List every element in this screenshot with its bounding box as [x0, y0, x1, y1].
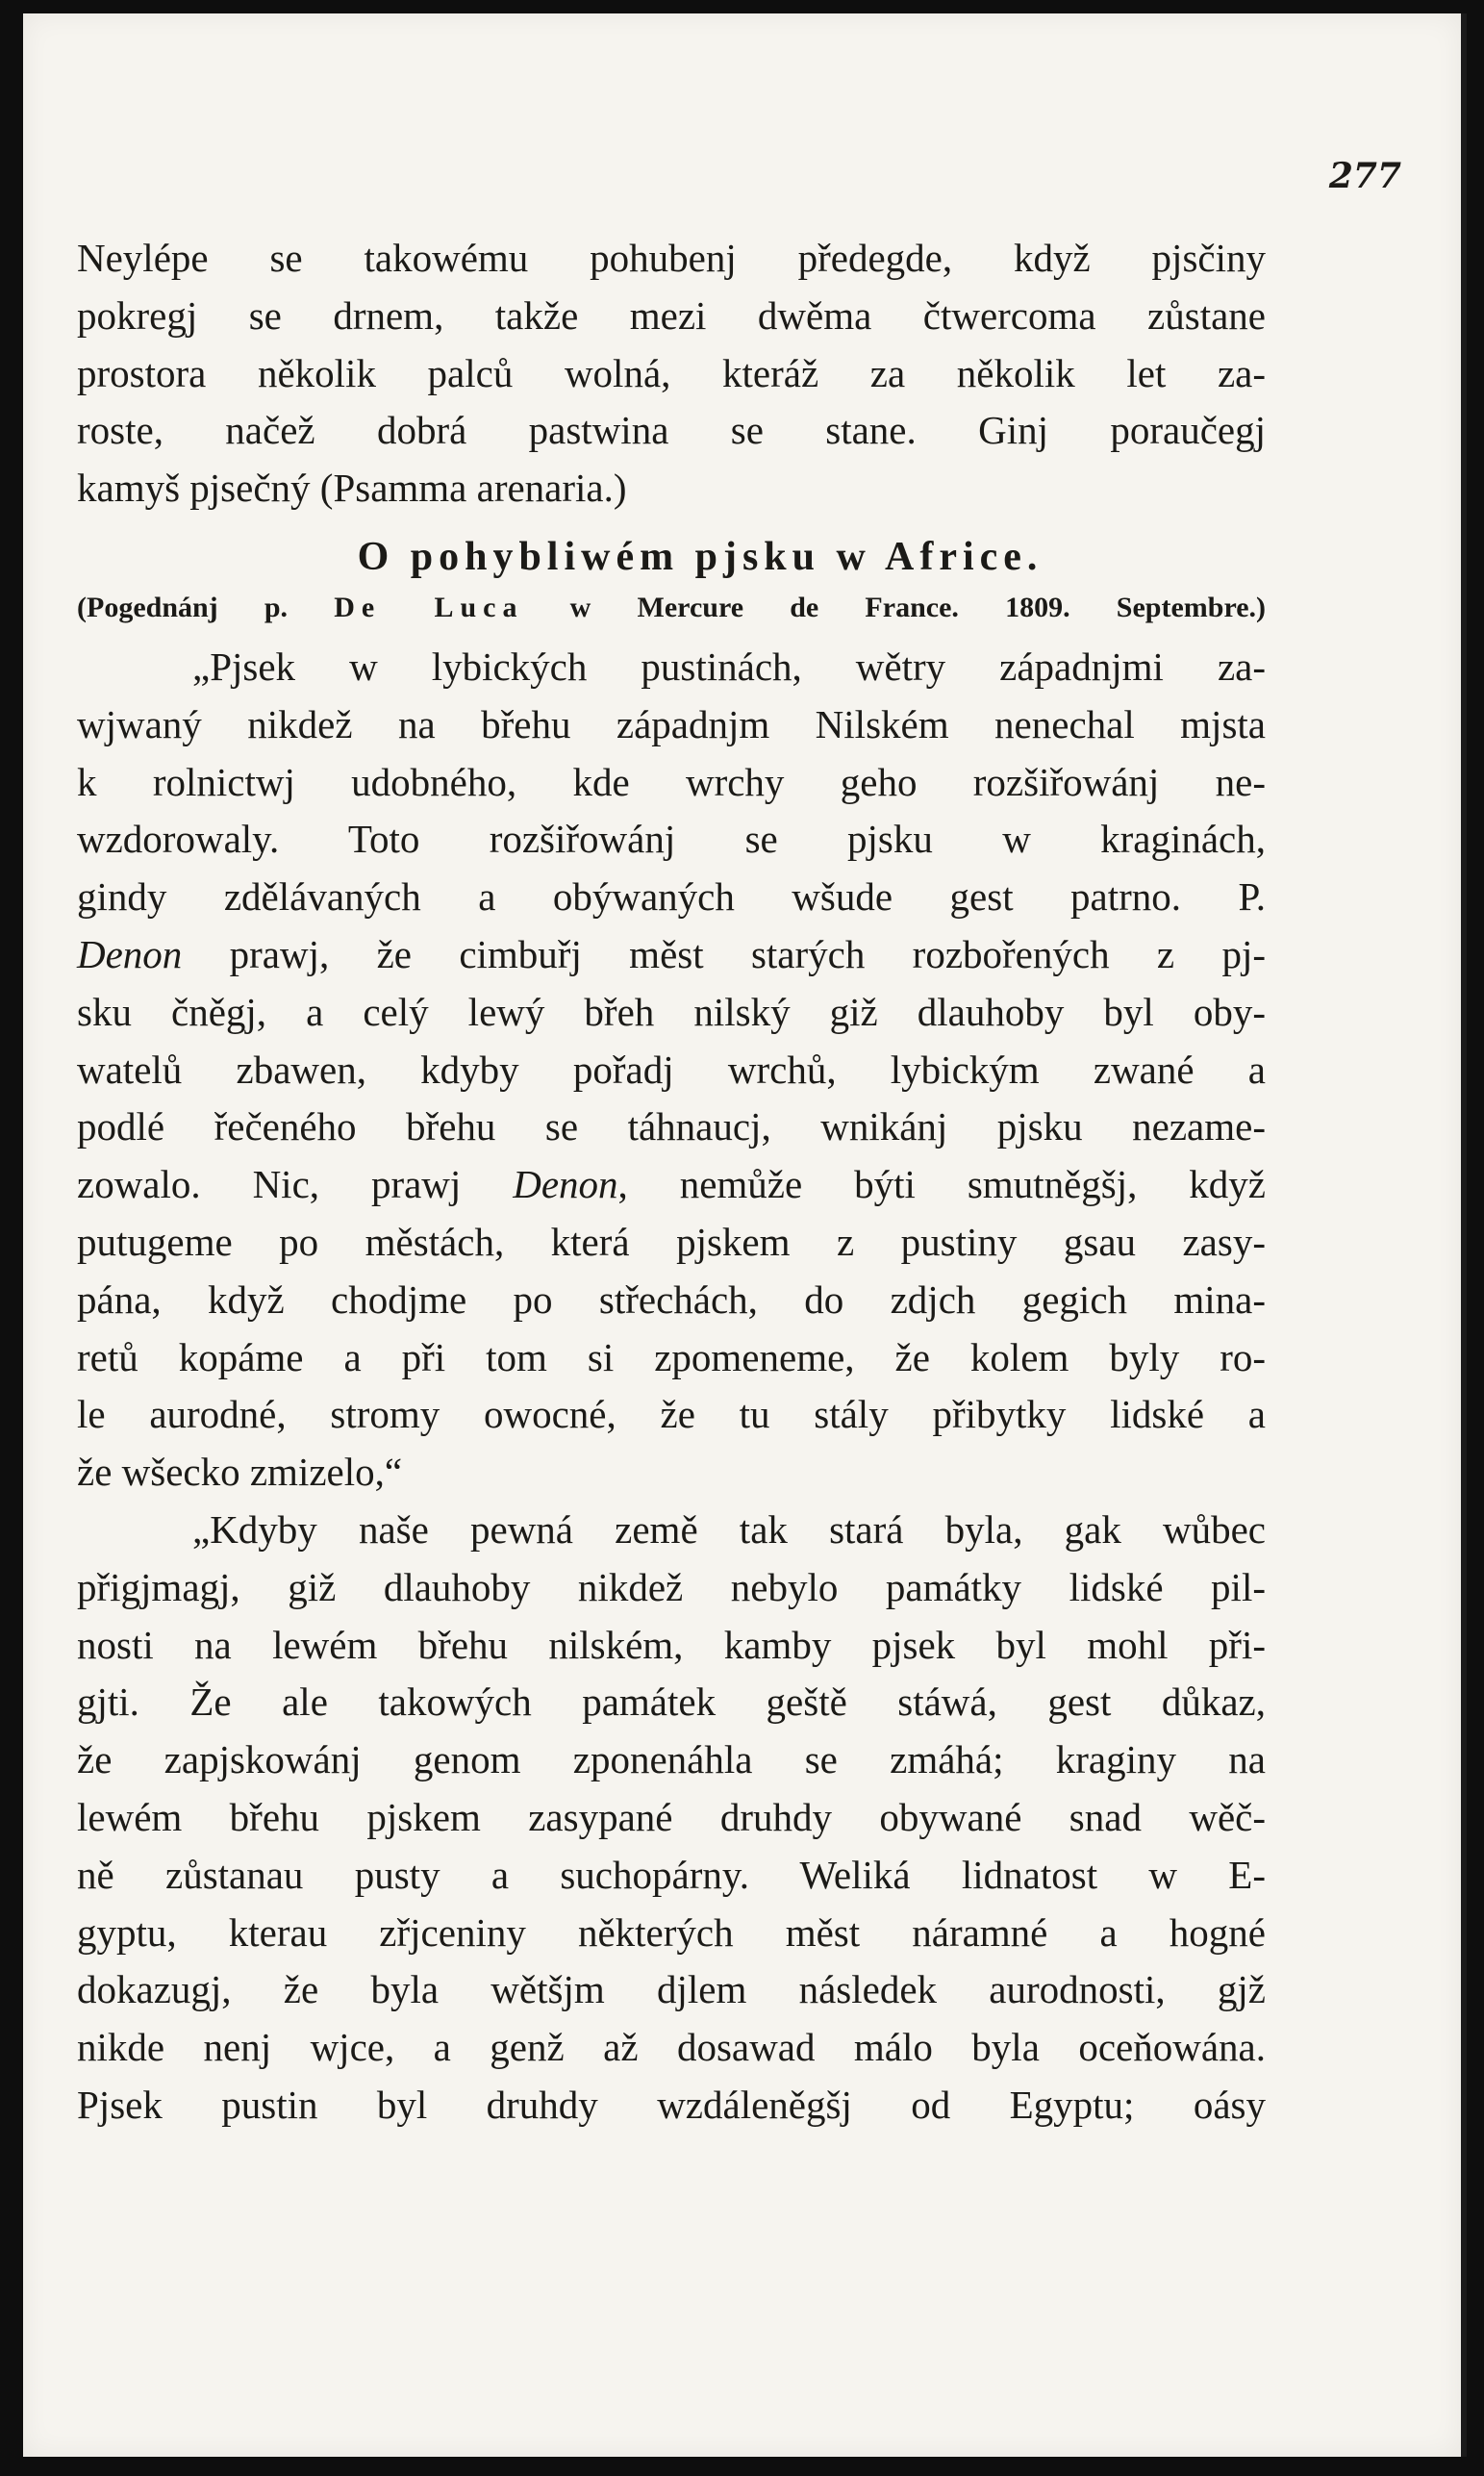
text-line [77, 926, 1266, 984]
text-line: nikde nenj wjce, a genž až dosawad málo byla oceňowána. [77, 2025, 1266, 2070]
text-line: dokazugj, že byla wětšjm djlem následek aurodnosti, gjž [77, 1967, 1266, 2012]
source-prefix: (Pogednánj p. [77, 591, 289, 623]
text-line: Neylépe se takowému pohubenj předegde, když pjsčiny [77, 236, 1266, 280]
text-line [77, 1156, 1266, 1214]
paragraph-last-line: že wšecko zmizelo,“ [77, 1450, 403, 1495]
text-line: gindy zdělávaných a obýwaných wšude gest patrno. P. [77, 874, 1266, 920]
text-line: putugeme po městách, která pjskem z pustiny gsau zasy- [77, 1219, 1266, 1264]
text-line: sku čněgj, a celý lewý břeh nilský giž dlauhoby byl oby- [77, 989, 1266, 1034]
text-line: retů kopáme a při tom si zpomeneme, že kolem byly ro- [77, 1334, 1266, 1379]
text-line: pokregj se drnem, takže mezi dwěma čtwercoma zůstane [77, 292, 1266, 338]
text-line: watelů zbawen, kdyby pořadj wrchů, lybickým zwané a [77, 1047, 1266, 1092]
text-fragment: zowalo. Nic, prawj [77, 1162, 514, 1207]
text-line: kamyš pjsečný (Psamma arenaria.) [77, 466, 627, 511]
text-line: že zapjskowánj genom zponenáhla se zmáhá; kraginy na [77, 1737, 1266, 1782]
text-line: gjti. Že ale takowých památek geště stáwá, gest důkaz, [77, 1680, 1266, 1725]
text-line: lewém břehu pjskem zasypané druhdy obywané snad wěč- [77, 1794, 1266, 1839]
text-line: le aurodné, stromy owocné, že tu stály přibytky lidské a [77, 1392, 1266, 1437]
text-line: wjwaný nikdež na břehu západnjm Nilském nenechal mjsta [77, 701, 1266, 746]
source-author: De Luca [334, 591, 524, 623]
text-fragment: , nemůže býti smutněgšj, když [617, 1162, 1266, 1207]
text-line: wzdorowaly. Toto rozšiřowánj se pjsku w kraginách, [77, 817, 1266, 862]
italic-name: Denon [77, 931, 183, 976]
text-line: podlé řečeného břehu se táhnaucj, wnikánj pjsku nezame- [77, 1104, 1266, 1150]
page-number: 277 [1328, 156, 1401, 196]
paragraph-first-line: „Pjsek w lybických pustinách, wětry západnjmi za- [192, 644, 1266, 689]
text-fragment: prawj, že cimbuřj měst starých rozbořených z pj- [182, 931, 1266, 976]
text-line: ně zůstanau pusty a suchopárny. Weliká lidnatost w E- [77, 1852, 1266, 1897]
source-citation [77, 585, 1266, 631]
text-line: Pjsek pustin byl druhdy wzdáleněgšj od Egyptu; oásy [77, 2082, 1266, 2127]
text-line: k rolnictwj udobného, kde wrchy geho rozšiřowánj ne- [77, 759, 1266, 804]
text-line: gyptu, kterau zřjceniny některých měst náramné a hogné [77, 1909, 1266, 1955]
page-sheet [23, 13, 1467, 2457]
paragraph-first-line: „Kdyby naše pewná země tak stará byla, gak wůbec [192, 1506, 1266, 1552]
source-suffix: w Mercure de France. 1809. Septembre.) [569, 591, 1267, 623]
section-heading: O pohybliwém pjsku w Africe. [357, 534, 1044, 579]
page-body [77, 230, 1266, 2135]
text-line: nosti na lewém břehu nilském, kamby pjsek byl mohl při- [77, 1622, 1266, 1667]
text-line: přigjmagj, giž dlauhoby nikdež nebylo památky lidské pil- [77, 1564, 1266, 1609]
text-line: prostora několik palců wolná, kteráž za několik let za- [77, 350, 1266, 395]
italic-name: Denon [513, 1162, 618, 1207]
text-line: roste, načež dobrá pastwina se stane. Ginj poraučegj [77, 408, 1266, 453]
text-line: pána, když chodjme po střechách, do zdjch gegich mina- [77, 1276, 1266, 1322]
